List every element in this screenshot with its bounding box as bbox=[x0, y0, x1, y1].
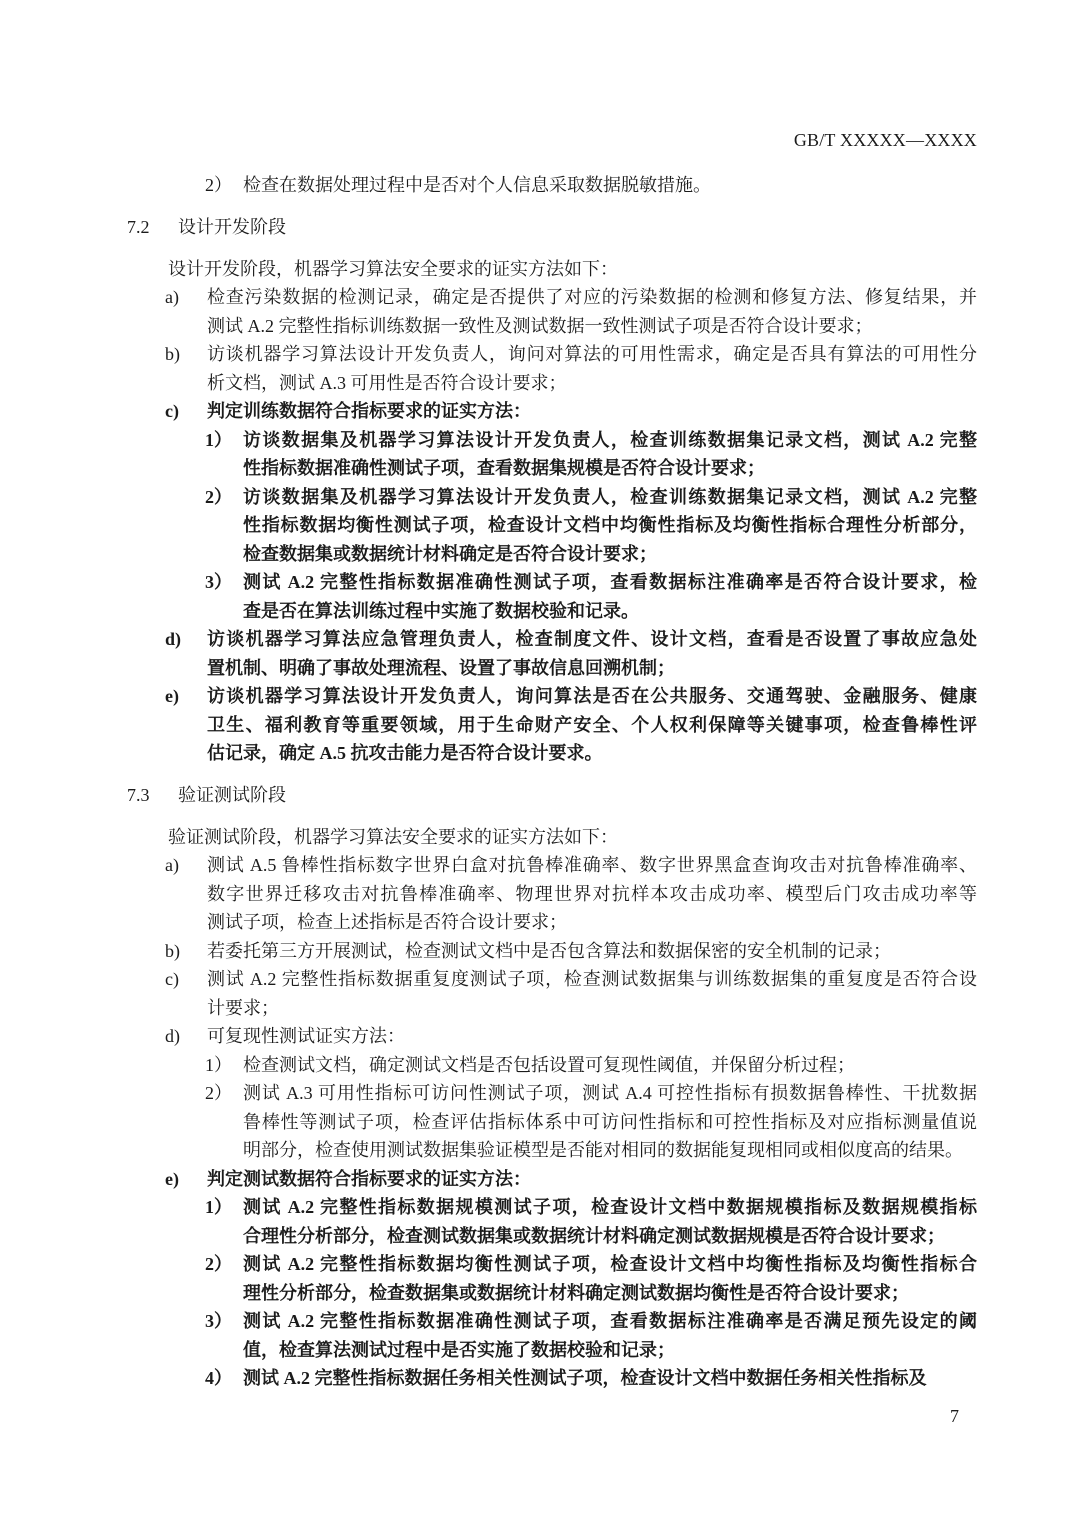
text-line: 访谈机器学习算法设计开发负责人，询问对算法的可用性需求，确定是否具有算法的可用性分 bbox=[207, 344, 977, 364]
list-item bbox=[165, 397, 977, 426]
sub-list-item bbox=[205, 1250, 977, 1307]
text-lines bbox=[207, 937, 977, 966]
sub-list-item bbox=[205, 1307, 977, 1364]
text-line: 性指标数据均衡性测试子项，检查设计文档中均衡性指标及均衡性指标合理性分析部分， bbox=[243, 515, 977, 535]
section-number: 7.3 bbox=[127, 784, 150, 805]
sub-list-item bbox=[205, 426, 977, 483]
text-line: 检查数据集或数据统计材料确定是否符合设计要求； bbox=[243, 543, 657, 564]
sub-list-label: 3） bbox=[205, 572, 232, 592]
list-label: e) bbox=[165, 686, 179, 706]
sub-list-label: 2） bbox=[205, 1083, 232, 1103]
text-lines bbox=[207, 283, 977, 340]
text-lines bbox=[207, 625, 977, 682]
text-line: 数字世界迁移攻击对抗鲁棒准确率、物理世界对抗样本攻击成功率、模型后门攻击成功率等 bbox=[207, 883, 977, 904]
text-lines bbox=[243, 1051, 977, 1080]
sub-list-label: 2） bbox=[205, 175, 232, 195]
text-lines bbox=[243, 426, 977, 483]
sub-list-item bbox=[205, 568, 977, 625]
section-heading bbox=[127, 781, 1080, 810]
text-lines bbox=[207, 1022, 977, 1051]
sub-list-label: 1） bbox=[205, 429, 232, 450]
text-line: 估记录，确定 A.5 抗攻击能力是否符合设计要求。 bbox=[207, 743, 603, 763]
text-line: 测试 A.2 完整性指标数据重复度测试子项，检查测试数据集与训练数据集的重复度是否符合设 bbox=[207, 969, 977, 989]
text-line: 测试 A.2 完整性指标数据准确性测试子项，查看数据标注准确率是否满足预先设定的阈 bbox=[243, 1311, 977, 1331]
text-line: 合理性分析部分，检查测试数据集或数据统计材料确定测试数据规模是否符合设计要求； bbox=[243, 1225, 945, 1246]
text-lines bbox=[243, 1250, 977, 1307]
list-label: d) bbox=[165, 629, 182, 649]
text-lines bbox=[243, 1193, 977, 1250]
text-line: 测试 A.2 完整性指标数据规模测试子项，检查设计文档中数据规模指标及数据规模指标 bbox=[243, 1197, 977, 1217]
text-line: 查是否在算法训练过程中实施了数据校验和记录。 bbox=[243, 600, 639, 621]
text-lines bbox=[243, 1079, 977, 1165]
list-label: a) bbox=[165, 855, 179, 875]
list-item bbox=[165, 283, 977, 340]
list-label: b) bbox=[165, 940, 180, 961]
sub-list-label: 1） bbox=[205, 1197, 232, 1217]
sub-list-label: 3） bbox=[205, 1311, 232, 1331]
text-line: 可复现性测试证实方法： bbox=[207, 1026, 405, 1046]
sub-list-item bbox=[205, 1051, 977, 1080]
text-line: 测试 A.5 鲁棒性指标数字世界白盒对抗鲁棒准确率、数字世界黑盒查询攻击对抗鲁棒准确率、 bbox=[207, 855, 977, 875]
text-line: 判定训练数据符合指标要求的证实方法： bbox=[207, 401, 531, 421]
sub-list-label: 2） bbox=[205, 1254, 232, 1274]
text-line: 置机制、明确了事故处理流程、设置了事故信息回溯机制； bbox=[207, 657, 675, 678]
section-number: 7.2 bbox=[127, 216, 150, 237]
sub-list-item bbox=[205, 483, 977, 569]
text-line: 若委托第三方开展测试，检查测试文档中是否包含算法和数据保密的安全机制的记录； bbox=[207, 940, 891, 961]
section-intro: 验证测试阶段，机器学习算法安全要求的证实方法如下： bbox=[168, 826, 618, 847]
sub-list-label: 1） bbox=[205, 1054, 232, 1075]
text-line: 检查测试文档，确定测试文档是否包括设置可复现性阈值，并保留分析过程； bbox=[243, 1054, 855, 1075]
text-line: 卫生、福利教育等重要领域，用于生命财产安全、个人权利保障等关键事项，检查鲁棒性评 bbox=[207, 714, 977, 735]
sub-list-item bbox=[205, 1364, 977, 1393]
sub-list-label: 4） bbox=[205, 1368, 232, 1388]
section-heading bbox=[127, 213, 1080, 242]
page-number: 7 bbox=[950, 1406, 959, 1426]
list-label: c) bbox=[165, 401, 179, 421]
list-item bbox=[165, 965, 977, 1022]
text-line: 测试 A.2 完整性指标训练数据一致性及测试数据一致性测试子项是否符合设计要求； bbox=[207, 315, 873, 336]
text-line: 析文档，测试 A.3 可用性是否符合设计要求； bbox=[207, 372, 567, 393]
text-line: 鲁棒性等测试子项，检查评估指标体系中可访问性指标和可控性指标及对应指标测量值说 bbox=[243, 1111, 977, 1132]
list-item bbox=[165, 1022, 977, 1051]
text-line: 理性分析部分，检查数据集或数据统计材料确定测试数据均衡性是否符合设计要求； bbox=[243, 1282, 909, 1303]
document-body bbox=[0, 171, 1080, 1393]
text-lines bbox=[207, 682, 977, 768]
list-label: d) bbox=[165, 1026, 180, 1046]
text-line: 值，检查算法测试过程中是否实施了数据校验和记录； bbox=[243, 1339, 675, 1360]
section-title: 设计开发阶段 bbox=[178, 216, 286, 237]
list-item bbox=[165, 851, 977, 937]
sub-list-item bbox=[205, 1079, 977, 1165]
section-block bbox=[0, 213, 1080, 768]
list-item bbox=[165, 340, 977, 397]
document-code-header: GB/T XXXXX—XXXX bbox=[793, 130, 977, 150]
section-title: 验证测试阶段 bbox=[178, 784, 286, 805]
text-lines bbox=[243, 568, 977, 625]
text-lines bbox=[243, 483, 977, 569]
sub-list-item bbox=[205, 171, 977, 200]
text-line: 访谈机器学习算法设计开发负责人，询问算法是否在公共服务、交通驾驶、金融服务、健康 bbox=[207, 686, 977, 706]
text-lines bbox=[207, 965, 977, 1022]
list-item bbox=[165, 682, 977, 768]
list-label: a) bbox=[165, 287, 179, 307]
text-line: 测试 A.2 完整性指标数据准确性测试子项，查看数据标注准确率是否符合设计要求，检 bbox=[243, 572, 977, 592]
text-line: 测试 A.2 完整性指标数据均衡性测试子项，检查设计文档中均衡性指标及均衡性指标合 bbox=[243, 1254, 977, 1274]
text-lines bbox=[207, 851, 977, 937]
text-line: 检查在数据处理过程中是否对个人信息采取数据脱敏措施。 bbox=[243, 175, 711, 195]
text-line: 检查污染数据的检测记录，确定是否提供了对应的污染数据的检测和修复方法、修复结果，并 bbox=[207, 287, 977, 307]
text-line: 判定测试数据符合指标要求的证实方法： bbox=[207, 1168, 531, 1189]
sub-list-label: 2） bbox=[205, 486, 232, 507]
text-lines bbox=[207, 397, 977, 426]
sub-list-item bbox=[205, 1193, 977, 1250]
list-item bbox=[165, 937, 977, 966]
list-label: b) bbox=[165, 344, 180, 364]
text-line: 性指标数据准确性测试子项，查看数据集规模是否符合设计要求； bbox=[243, 458, 765, 478]
list-item bbox=[165, 1165, 977, 1194]
text-line: 测试 A.3 可用性指标可访问性测试子项，测试 A.4 可控性指标有损数据鲁棒性、干扰数据 bbox=[243, 1083, 977, 1103]
text-line: 测试 A.2 完整性指标数据任务相关性测试子项，检查设计文档中数据任务相关性指标及 bbox=[243, 1368, 927, 1388]
text-line: 访谈数据集及机器学习算法设计开发负责人，检查训练数据集记录文档，测试 A.2 完整 bbox=[243, 429, 977, 450]
text-line: 访谈数据集及机器学习算法设计开发负责人，检查训练数据集记录文档，测试 A.2 完整 bbox=[243, 486, 977, 507]
text-lines bbox=[243, 1364, 977, 1393]
text-lines bbox=[243, 1307, 977, 1364]
text-lines bbox=[207, 1165, 977, 1194]
list-item bbox=[165, 625, 977, 682]
list-label: e) bbox=[165, 1168, 179, 1189]
text-lines bbox=[207, 340, 977, 397]
text-line: 访谈机器学习算法应急管理负责人，检查制度文件、设计文档，查看是否设置了事故应急处 bbox=[207, 629, 977, 649]
section-block bbox=[0, 781, 1080, 1393]
text-line: 明部分，检查使用测试数据集验证模型是否能对相同的数据能复现相同或相似度高的结果。 bbox=[243, 1140, 963, 1160]
text-lines bbox=[243, 171, 977, 200]
list-label: c) bbox=[165, 969, 179, 989]
section-intro: 设计开发阶段，机器学习算法安全要求的证实方法如下： bbox=[168, 258, 618, 279]
text-line: 测试子项，检查上述指标是否符合设计要求； bbox=[207, 912, 567, 932]
text-line: 计要求； bbox=[207, 997, 279, 1018]
